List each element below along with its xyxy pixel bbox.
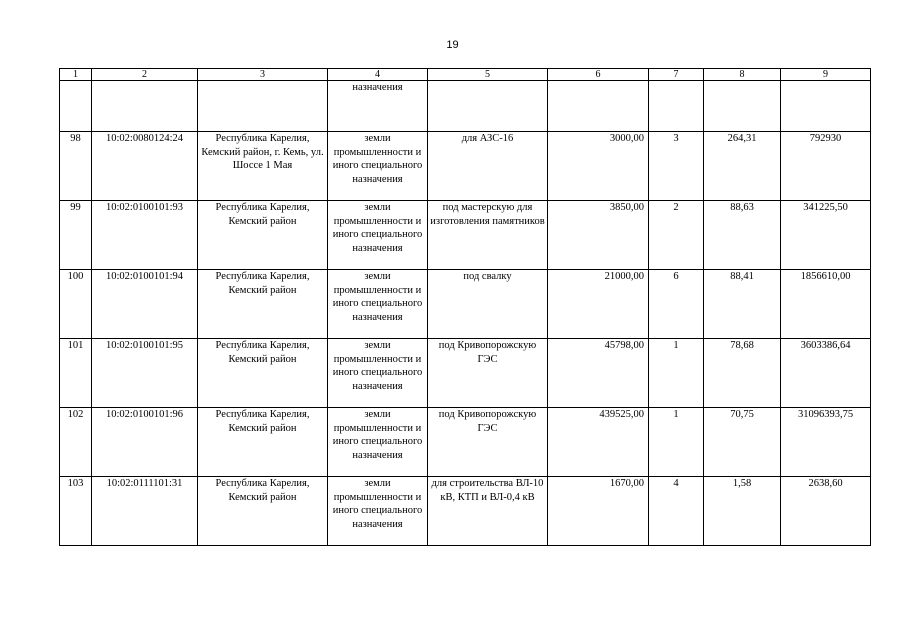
table-cell: [548, 81, 649, 132]
address: Республика Карелия, Кемский район: [198, 477, 328, 546]
address: Республика Карелия, Кемский район, г. Кемь, ул. Шоссе 1 Мая: [198, 132, 328, 201]
column-header: 1: [60, 69, 92, 81]
area: 21000,00: [548, 270, 649, 339]
table-row: [60, 270, 871, 339]
cadastral-value: 792930: [781, 132, 871, 201]
area: 3850,00: [548, 201, 649, 270]
row-number: 102: [60, 408, 92, 477]
group: 6: [649, 270, 704, 339]
cadastral-number: 10:02:0080124:24: [92, 132, 198, 201]
group: 4: [649, 477, 704, 546]
table-cell: [60, 81, 92, 132]
rate: 88,41: [704, 270, 781, 339]
rate: 88,63: [704, 201, 781, 270]
address: Республика Карелия, Кемский район: [198, 339, 328, 408]
row-number: 101: [60, 339, 92, 408]
area: 1670,00: [548, 477, 649, 546]
column-header: 7: [649, 69, 704, 81]
row-number: 98: [60, 132, 92, 201]
rate: 264,31: [704, 132, 781, 201]
permitted-use: под свалку: [428, 270, 548, 339]
table-cell: [649, 81, 704, 132]
table-row: [60, 132, 871, 201]
cadastral-value: 2638,60: [781, 477, 871, 546]
area: 439525,00: [548, 408, 649, 477]
land-category: земли промышленности и иного специального назначения: [328, 477, 428, 546]
row-number: 103: [60, 477, 92, 546]
permitted-use: под Кривопорожскую ГЭС: [428, 339, 548, 408]
page-number: 19: [446, 39, 459, 51]
table-cell: [781, 81, 871, 132]
land-category: земли промышленности и иного специального назначения: [328, 201, 428, 270]
column-header: 4: [328, 69, 428, 81]
column-header: 3: [198, 69, 328, 81]
table-row: [60, 408, 871, 477]
permitted-use: для строительства ВЛ-10 кВ, КТП и ВЛ-0,4 кВ: [428, 477, 548, 546]
cadastral-value: 1856610,00: [781, 270, 871, 339]
table-row: [60, 201, 871, 270]
area: 3000,00: [548, 132, 649, 201]
column-header: 2: [92, 69, 198, 81]
land-registry-table: [59, 68, 871, 546]
rate: 1,58: [704, 477, 781, 546]
group: 1: [649, 408, 704, 477]
group: 2: [649, 201, 704, 270]
land-category: земли промышленности и иного специального назначения: [328, 339, 428, 408]
row-number: 99: [60, 201, 92, 270]
area: 45798,00: [548, 339, 649, 408]
rate: 78,68: [704, 339, 781, 408]
cadastral-number: 10:02:0100101:96: [92, 408, 198, 477]
column-number-row: [60, 69, 871, 81]
table-cell: [92, 81, 198, 132]
cadastral-number: 10:02:0111101:31: [92, 477, 198, 546]
cadastral-number: 10:02:0100101:94: [92, 270, 198, 339]
address: Республика Карелия, Кемский район: [198, 408, 328, 477]
row-number: 100: [60, 270, 92, 339]
column-header: 9: [781, 69, 871, 81]
column-header: 8: [704, 69, 781, 81]
land-category: земли промышленности и иного специального назначения: [328, 408, 428, 477]
permitted-use: для АЗС-16: [428, 132, 548, 201]
column-header: 5: [428, 69, 548, 81]
permitted-use: под мастерскую для изготовления памятников: [428, 201, 548, 270]
table-cell: [198, 81, 328, 132]
cadastral-number: 10:02:0100101:93: [92, 201, 198, 270]
cadastral-value: 3603386,64: [781, 339, 871, 408]
address: Республика Карелия, Кемский район: [198, 201, 328, 270]
table-row: [60, 339, 871, 408]
column-header: 6: [548, 69, 649, 81]
table-cell: [428, 81, 548, 132]
land-category: земли промышленности и иного специального назначения: [328, 132, 428, 201]
cadastral-value: 31096393,75: [781, 408, 871, 477]
table-cell: назначения: [328, 81, 428, 132]
permitted-use: под Кривопорожскую ГЭС: [428, 408, 548, 477]
rate: 70,75: [704, 408, 781, 477]
cadastral-number: 10:02:0100101:95: [92, 339, 198, 408]
cadastral-value: 341225,50: [781, 201, 871, 270]
table-row: [60, 477, 871, 546]
land-category: земли промышленности и иного специального назначения: [328, 270, 428, 339]
group: 3: [649, 132, 704, 201]
group: 1: [649, 339, 704, 408]
continuation-row: [60, 81, 871, 132]
address: Республика Карелия, Кемский район: [198, 270, 328, 339]
table-cell: [704, 81, 781, 132]
